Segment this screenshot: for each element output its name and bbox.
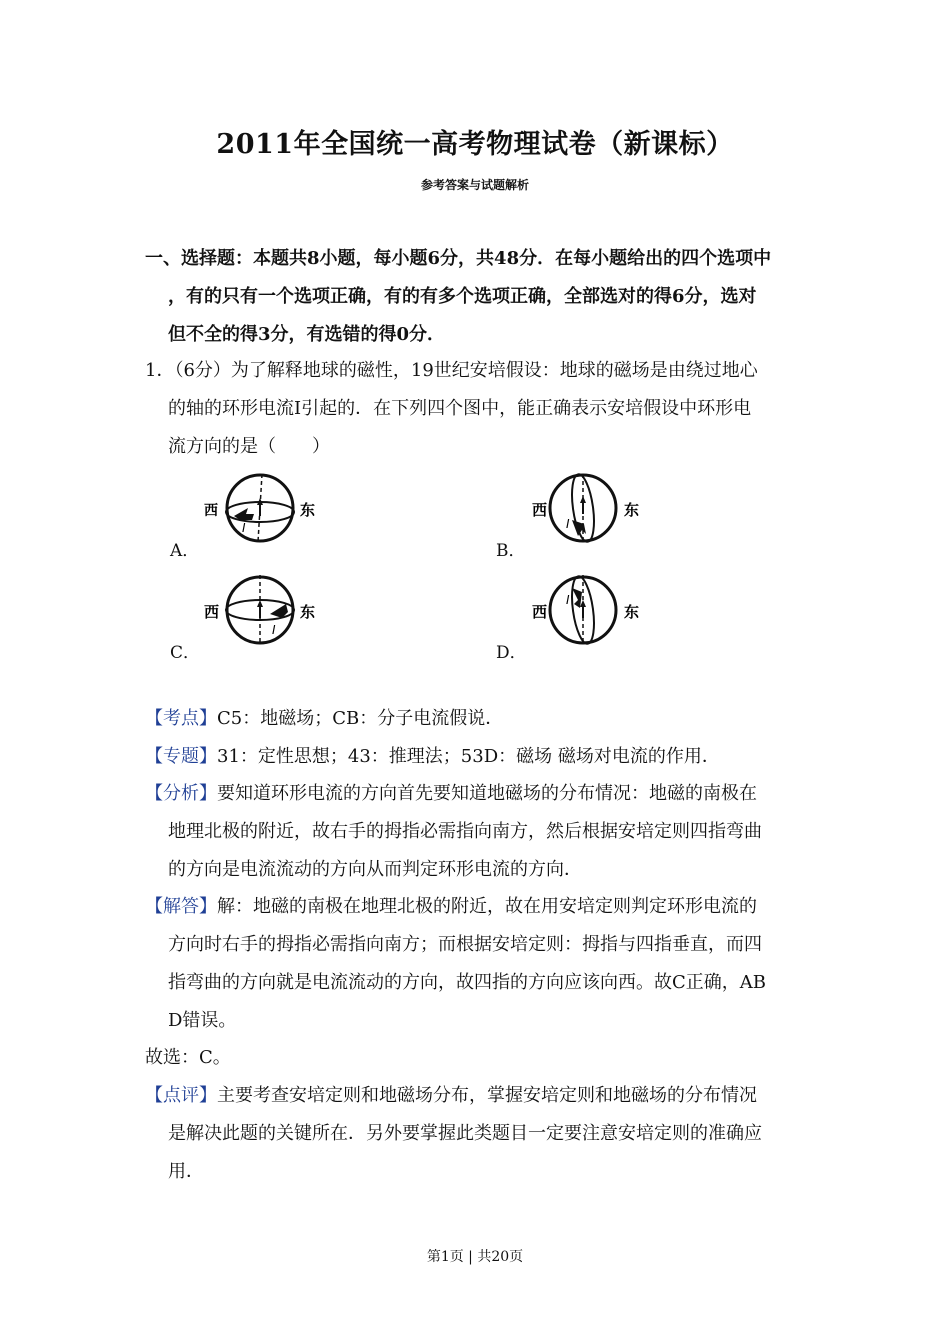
- page-subtitle: 参考答案与试题解析: [420, 178, 529, 192]
- kaodian-row: [145, 700, 503, 738]
- zhuanti-row: [145, 738, 720, 776]
- kaodian-text: C5：地磁场；CB：分子电流假说．: [217, 708, 504, 729]
- answer-line: 故选：C。: [145, 1047, 231, 1068]
- west-label: 西: [204, 603, 220, 621]
- jieda-tag: 【解答】: [145, 896, 217, 917]
- zhuanti-text: 31：定性思想；43：推理法；53D：磁场 磁场对电流的作用．: [217, 746, 720, 767]
- current-label: I: [566, 593, 570, 607]
- page-title: 2011年全国统一高考物理试卷（新课标）: [216, 129, 734, 160]
- dianping-tag: 【点评】: [145, 1085, 217, 1106]
- question-line1: 1．（6分）为了解释地球的磁性，19世纪安培假设：地球的磁场是由绕过地心: [145, 360, 758, 381]
- section-heading-line1: 一、选择题：本题共8小题，每小题6分，共48分．在每小题给出的四个选项中: [145, 248, 772, 269]
- east-label: 东: [300, 501, 316, 519]
- zhuanti-tag: 【专题】: [145, 746, 217, 767]
- dianping-line1: 主要考查安培定则和地磁场分布，掌握安培定则和地磁场的分布情况: [217, 1085, 757, 1106]
- west-label: 西: [532, 603, 548, 621]
- current-label: I: [566, 517, 570, 531]
- west-label: 西: [532, 501, 548, 519]
- diagram-c: [200, 570, 330, 654]
- dianping-line3: 用．: [168, 1161, 204, 1182]
- option-a: A．: [170, 541, 200, 561]
- option-d: D．: [496, 643, 527, 663]
- page-footer: 第1页 | 共20页: [426, 1249, 524, 1265]
- fenxi-row: [145, 775, 757, 813]
- fenxi-tag: 【分析】: [145, 783, 217, 804]
- jieda-line4: D错误。: [168, 1010, 237, 1031]
- jieda-row: [145, 888, 757, 926]
- diagram-a: [200, 470, 330, 554]
- section-heading-line3: 但不全的得3分，有选错的得0分．: [168, 324, 446, 345]
- diagram-b: [528, 470, 658, 554]
- kaodian-tag: 【考点】: [145, 708, 217, 729]
- question-line2: 的轴的环形电流I引起的．在下列四个图中，能正确表示安培假设中环形电: [168, 398, 752, 419]
- dianping-line2: 是解决此题的关键所在．另外要掌握此类题目一定要注意安培定则的准确应: [168, 1123, 762, 1144]
- question-line3: 流方向的是（ ）: [168, 436, 330, 457]
- fenxi-line2: 地理北极的附近，故右手的拇指必需指向南方，然后根据安培定则四指弯曲: [168, 821, 762, 842]
- west-label: 西: [204, 503, 218, 519]
- east-label: 东: [300, 603, 316, 621]
- current-label: I: [242, 521, 246, 535]
- section-heading-line2: ，有的只有一个选项正确，有的有多个选项正确，全部选对的得6分，选对: [168, 286, 757, 307]
- current-label: I: [272, 623, 276, 637]
- dianping-row: [145, 1077, 757, 1115]
- option-b: B．: [496, 541, 526, 561]
- fenxi-line3: 的方向是电流流动的方向从而判定环形电流的方向．: [168, 859, 582, 880]
- jieda-line2: 方向时右手的拇指必需指向南方；而根据安培定则：拇指与四指垂直，而四: [168, 934, 762, 955]
- east-label: 东: [624, 603, 640, 621]
- jieda-line3: 指弯曲的方向就是电流流动的方向，故四指的方向应该向西。故C正确，AB: [168, 972, 766, 993]
- east-label: 东: [624, 501, 640, 519]
- jieda-line1: 解：地磁的南极在地理北极的附近，故在用安培定则判定环形电流的: [217, 896, 757, 917]
- fenxi-line1: 要知道环形电流的方向首先要知道地磁场的分布情况：地磁的南极在: [217, 783, 757, 804]
- option-c: C．: [170, 643, 201, 663]
- diagram-d: [528, 570, 658, 654]
